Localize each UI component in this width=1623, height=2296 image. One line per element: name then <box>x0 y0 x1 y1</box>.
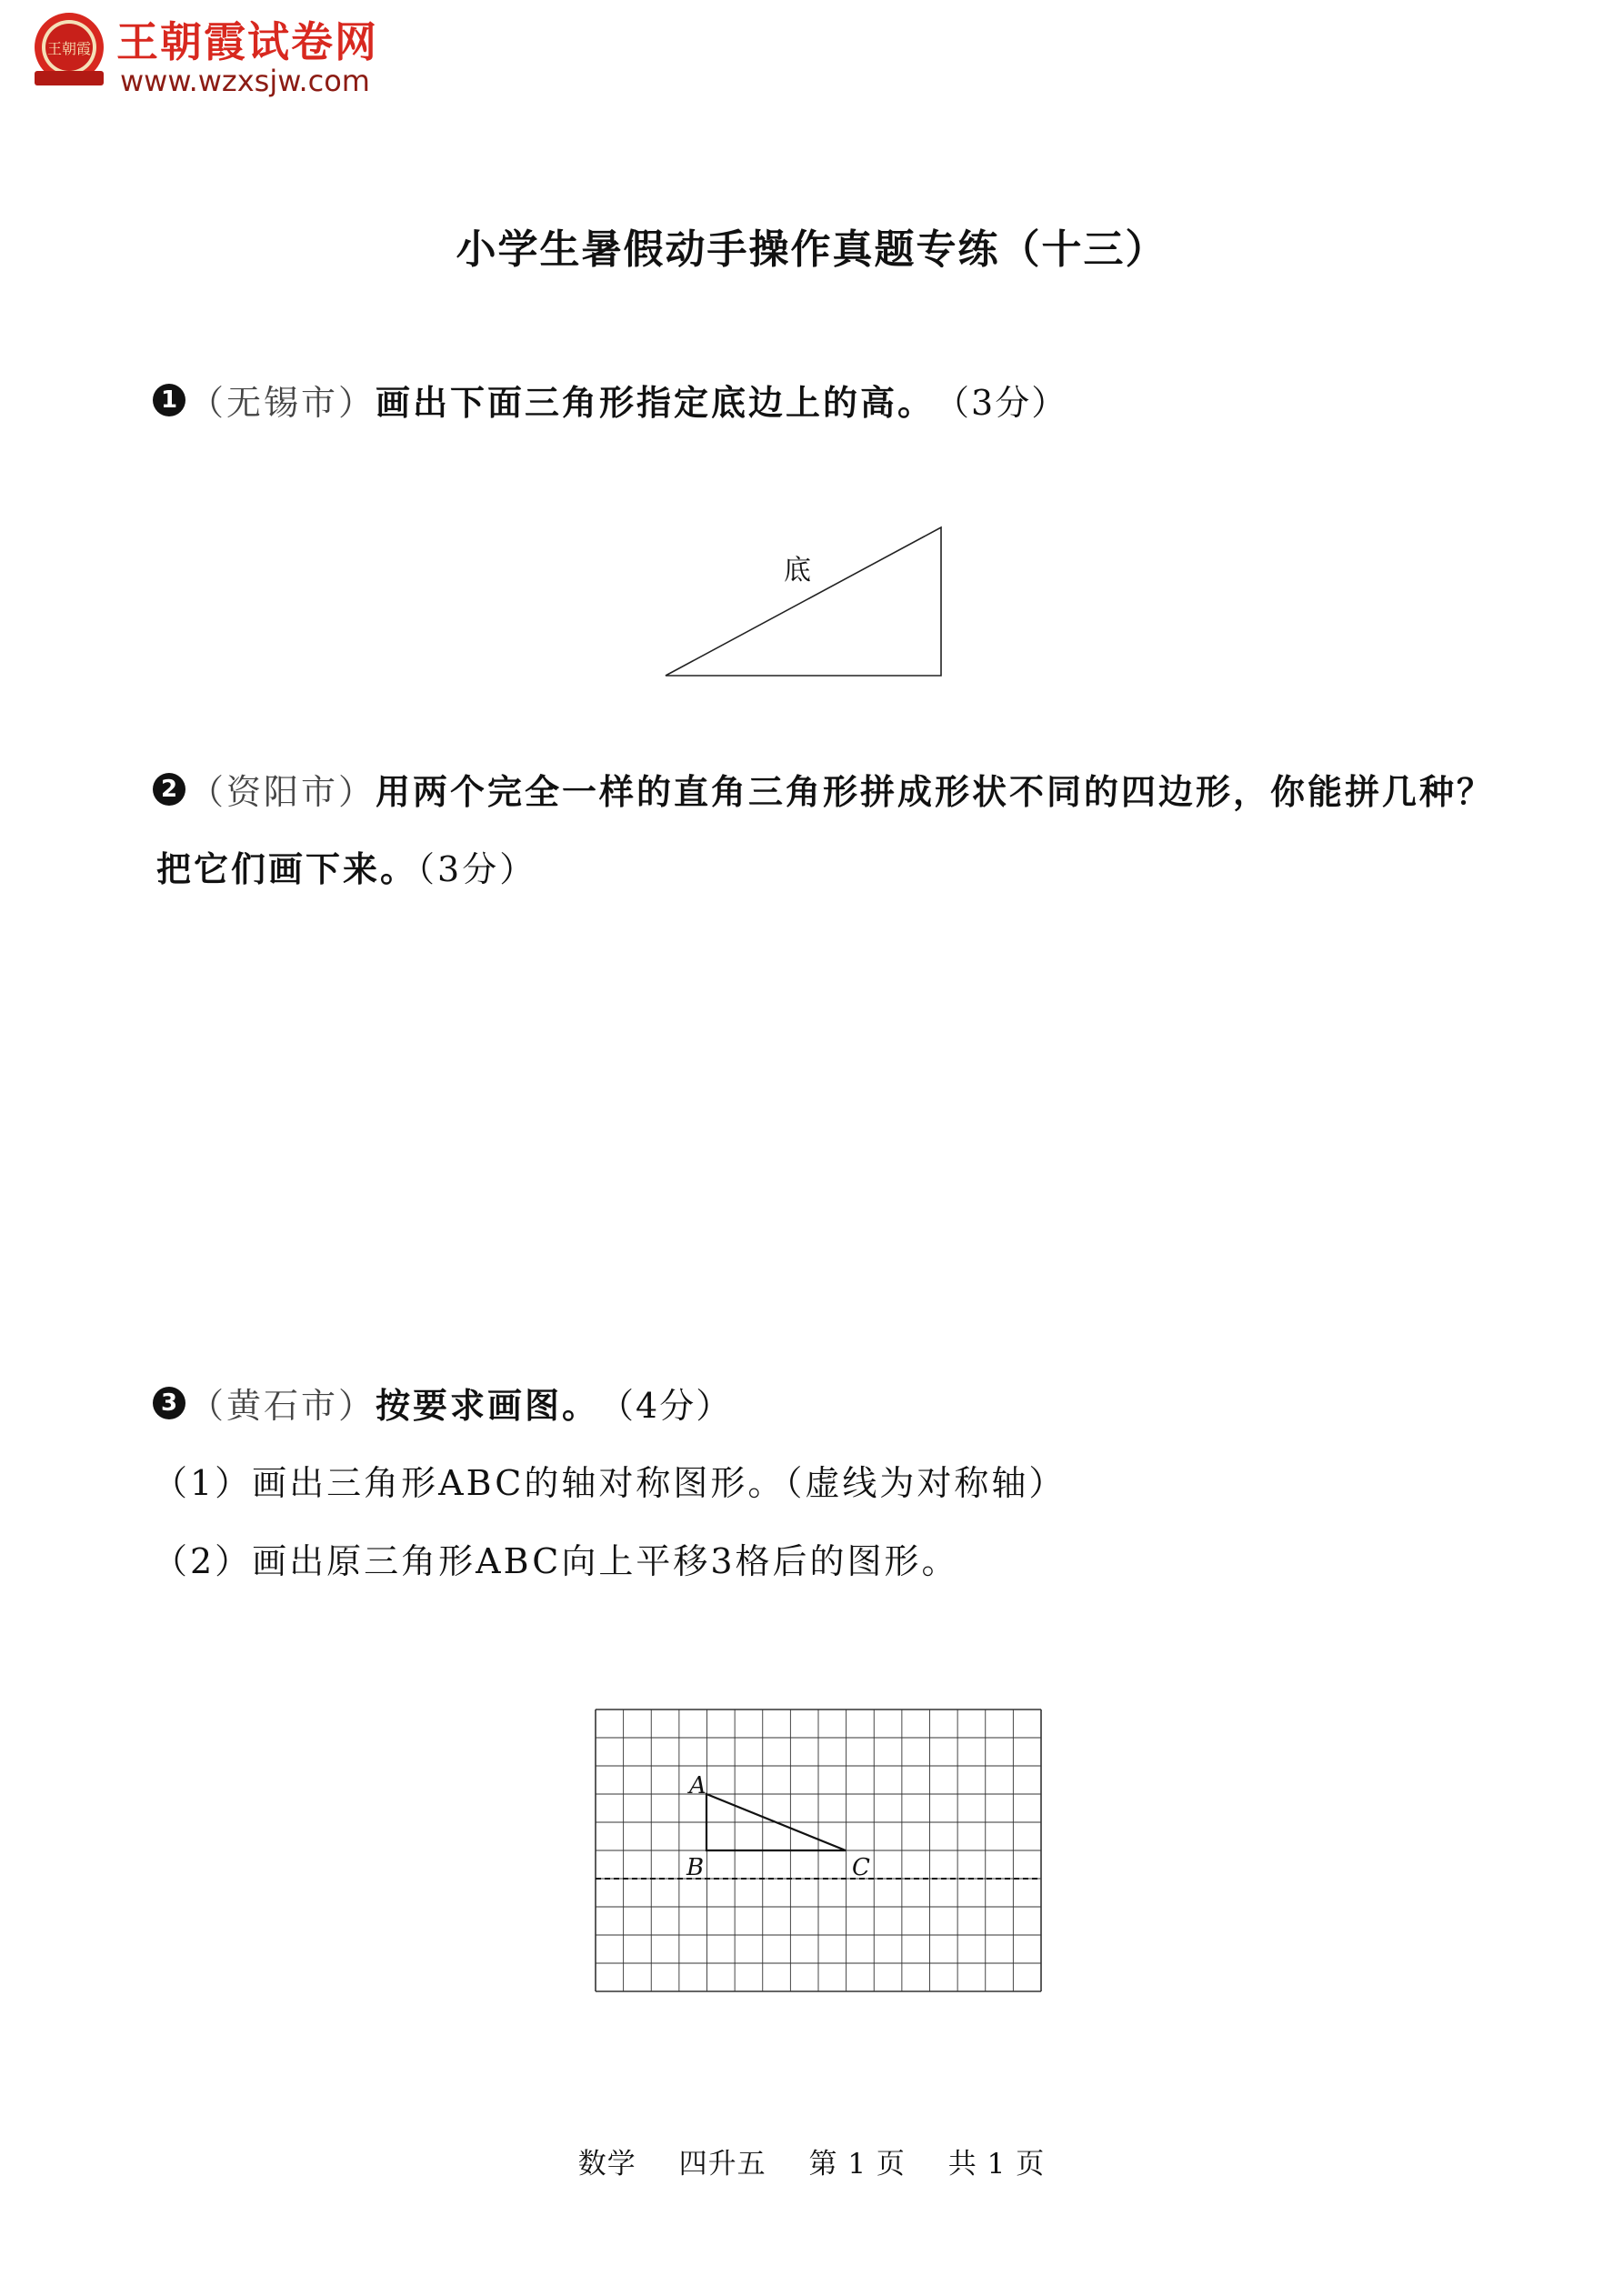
question-source: （黄石市） <box>189 1386 376 1426</box>
question-text: 画出下面三角形指定底边上的高。 <box>376 382 936 423</box>
question-text: 用两个完全一样的直角三角形拼成形状不同的四边形，你能拼几种？ <box>376 771 1495 812</box>
label-a: A <box>689 1772 706 1800</box>
brand-logo-badge <box>29 11 109 91</box>
question-number-badge: 3 <box>153 1387 185 1419</box>
q1-triangle-figure <box>655 518 955 682</box>
footer-subject: 数学 <box>577 2148 636 2181</box>
question-number-badge: 1 <box>153 384 185 416</box>
question-2-line-2 <box>156 841 536 891</box>
question-source: （资阳市） <box>189 772 376 812</box>
right-triangle <box>666 527 941 676</box>
question-3-subtask-1: （1）画出三角形ABC的轴对称图形。（虚线为对称轴） <box>153 1463 1067 1503</box>
question-score: （3分） <box>935 383 1068 423</box>
label-c: C <box>852 1854 870 1881</box>
question-3-subtask-2: （2）画出原三角形ABC向上平移3格后的图形。 <box>153 1541 959 1581</box>
badge-text: 王朝霞 <box>46 40 92 57</box>
footer-page: 第 1 页 <box>808 2148 906 2181</box>
page-footer <box>0 2141 1623 2181</box>
question-score: （3分） <box>417 849 537 889</box>
question-3 <box>153 1378 732 1428</box>
footer-grade: 四升五 <box>678 2148 766 2181</box>
brand-name: 王朝霞试卷网 <box>116 17 378 66</box>
question-text-continued: 把它们画下来。 <box>156 848 418 889</box>
question-2 <box>153 764 1494 814</box>
q3-grid-figure <box>596 1709 1041 1991</box>
base-label: 底 <box>784 555 811 587</box>
question-number-badge: 2 <box>153 773 185 806</box>
question-text: 按要求画图。 <box>376 1385 600 1426</box>
brand-url: www.wzxsjw.com <box>120 64 370 98</box>
footer-total: 共 1 页 <box>947 2148 1046 2181</box>
question-1 <box>153 375 1067 425</box>
label-b: B <box>686 1854 705 1881</box>
question-score: （4分） <box>599 1386 733 1426</box>
question-source: （无锡市） <box>189 383 376 423</box>
page-title: 小学生暑假动手操作真题专练（十三） <box>456 226 1167 273</box>
